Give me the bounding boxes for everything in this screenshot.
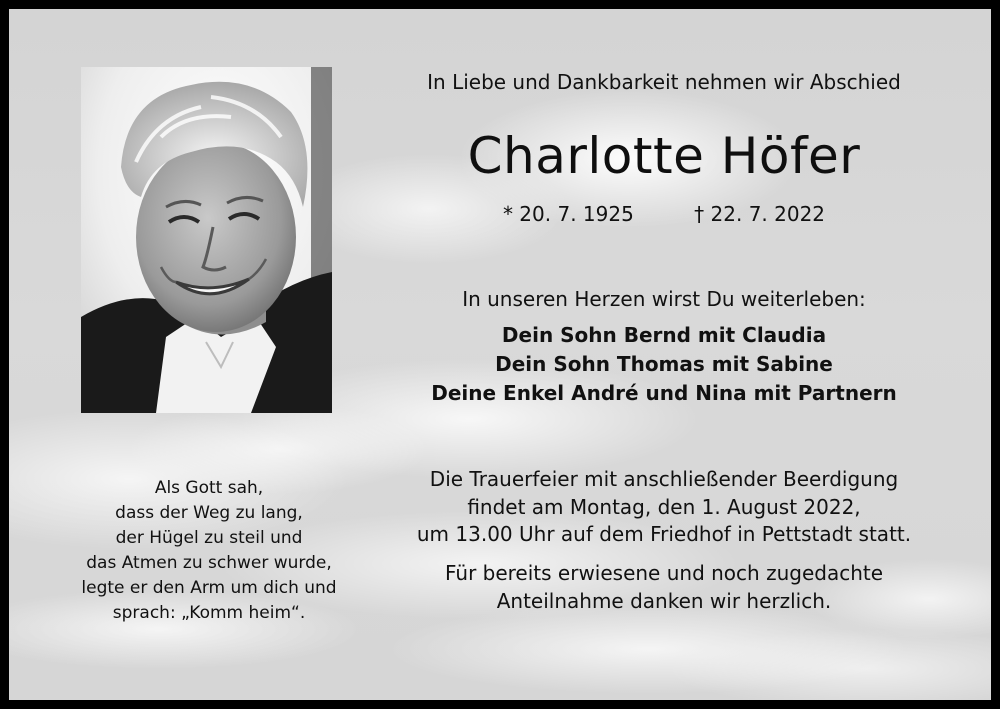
mourners-heading: In unseren Herzen wirst Du weiterleben: bbox=[462, 287, 866, 311]
service-line: Die Trauerfeier mit anschließender Beerdigung bbox=[429, 467, 899, 491]
mourner-line: Dein Sohn Bernd mit Claudia bbox=[501, 323, 827, 347]
obituary-card bbox=[9, 9, 991, 700]
mourner-line: Dein Sohn Thomas mit Sabine bbox=[495, 352, 833, 376]
birth-date: * 20. 7. 1925 bbox=[502, 202, 634, 226]
death-date: † 22. 7. 2022 bbox=[694, 202, 826, 226]
service-line: findet am Montag, den 1. August 2022, bbox=[467, 494, 861, 519]
poem bbox=[49, 476, 369, 626]
deceased-name: Charlotte Höfer bbox=[467, 127, 861, 185]
life-dates bbox=[369, 202, 959, 226]
thanks-line: Für bereits erwiesene und noch zugedachte bbox=[444, 561, 884, 585]
poem-line: Als Gott sah, bbox=[154, 478, 264, 498]
poem-line: der Hügel zu steil und bbox=[115, 528, 303, 548]
poem-line: dass der Weg zu lang, bbox=[115, 503, 303, 523]
service-line: um 13.00 Uhr auf dem Friedhof in Pettstadt statt. bbox=[416, 522, 912, 546]
thanks-text bbox=[369, 560, 959, 615]
poem-line: sprach: „Komm heim“. bbox=[112, 603, 306, 623]
mourners-list bbox=[369, 321, 959, 408]
poem-line: das Atmen zu schwer wurde, bbox=[86, 553, 332, 573]
mourner-line: Deine Enkel André und Nina mit Partnern bbox=[431, 381, 897, 405]
poem-line: legte er den Arm um dich und bbox=[81, 578, 337, 598]
portrait-photo bbox=[81, 67, 332, 413]
intro-line: In Liebe und Dankbarkeit nehmen wir Abschied bbox=[427, 70, 901, 94]
thanks-line: Anteilnahme danken wir herzlich. bbox=[496, 588, 832, 613]
funeral-service-text bbox=[369, 466, 959, 549]
